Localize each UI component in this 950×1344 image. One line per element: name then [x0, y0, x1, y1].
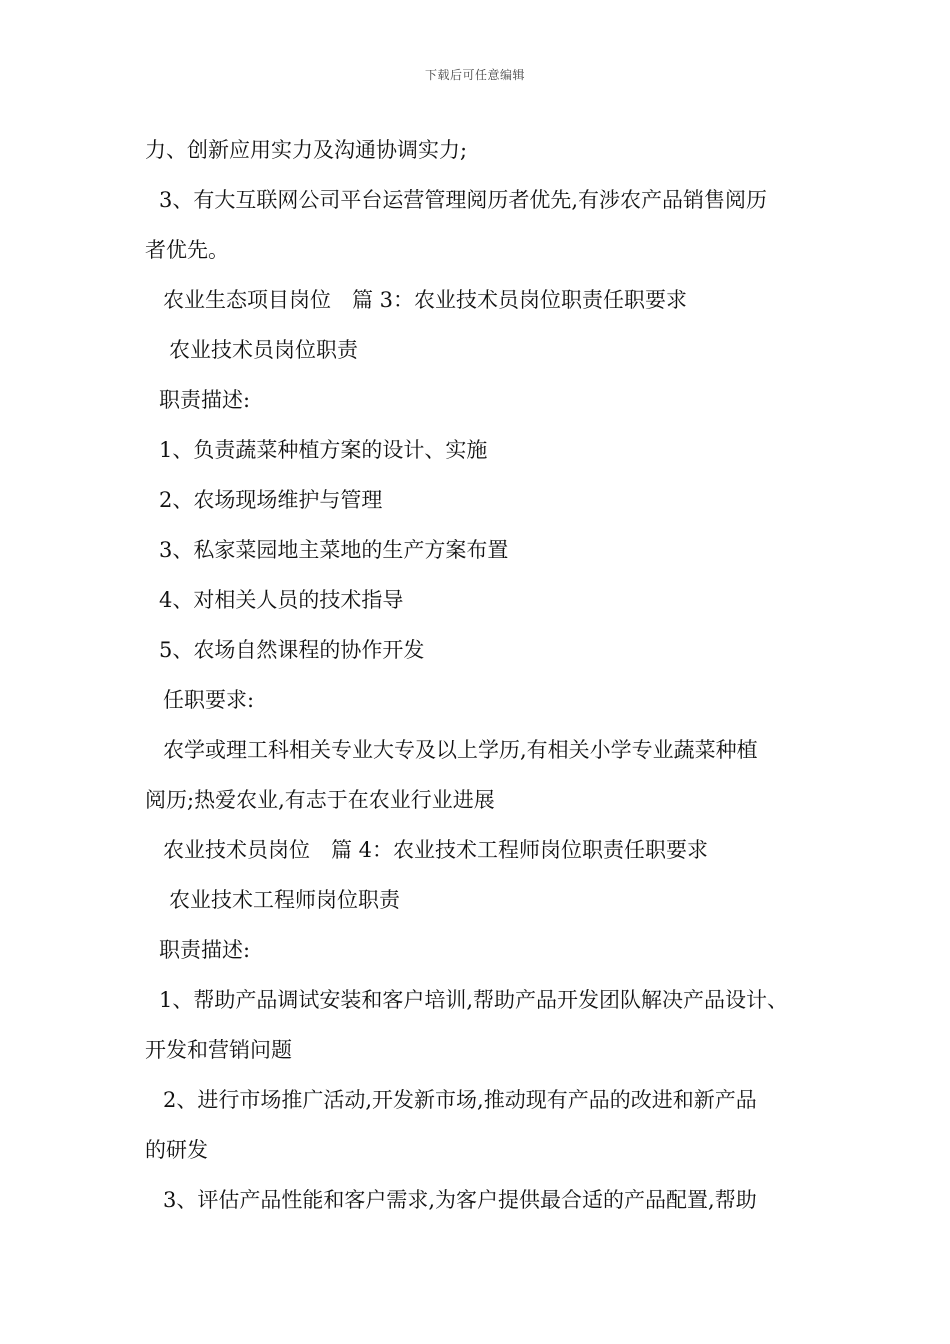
paragraph-line: 阅历;热爱农业,有志于在农业行业进展 [145, 788, 495, 812]
list-item: 4、对相关人员的技术指导 [159, 588, 404, 612]
section-subheading: 农业技术员岗位职责 [169, 338, 358, 362]
list-item: 2、进行市场推广活动,开发新市场,推动现有产品的改进和新产品 [163, 1088, 757, 1112]
section-heading: 农业技术员岗位 篇 4：农业技术工程师岗位职责任职要求 [163, 838, 709, 862]
paragraph-line: 3、有大互联网公司平台运营管理阅历者优先,有涉农产品销售阅历 [159, 188, 768, 212]
paragraph-line: 的研发 [145, 1138, 208, 1162]
paragraph-line: 力、创新应用实力及沟通协调实力; [145, 138, 468, 162]
list-item: 1、帮助产品调试安装和客户培训,帮助产品开发团队解决产品设计、 [159, 988, 789, 1012]
paragraph-line: 职责描述: [159, 938, 251, 962]
paragraph-line: 职责描述: [159, 388, 251, 412]
section-subheading: 农业技术工程师岗位职责 [169, 888, 400, 912]
list-item: 5、农场自然课程的协作开发 [159, 638, 425, 662]
paragraph-line: 者优先。 [145, 238, 229, 262]
paragraph-line: 任职要求: [163, 688, 255, 712]
paragraph-line: 农学或理工科相关专业大专及以上学历,有相关小学专业蔬菜种植 [163, 738, 758, 762]
section-heading: 农业生态项目岗位 篇 3：农业技术员岗位职责任职要求 [163, 288, 688, 312]
paragraph-line: 开发和营销问题 [145, 1038, 292, 1062]
list-item: 2、农场现场维护与管理 [159, 488, 383, 512]
page-header: 下载后可任意编辑 [424, 68, 525, 82]
list-item: 3、私家菜园地主菜地的生产方案布置 [159, 538, 509, 562]
list-item: 1、负责蔬菜种植方案的设计、实施 [159, 438, 488, 462]
document-body [145, 128, 835, 1228]
list-item: 3、评估产品性能和客户需求,为客户提供最合适的产品配置,帮助 [163, 1188, 757, 1212]
